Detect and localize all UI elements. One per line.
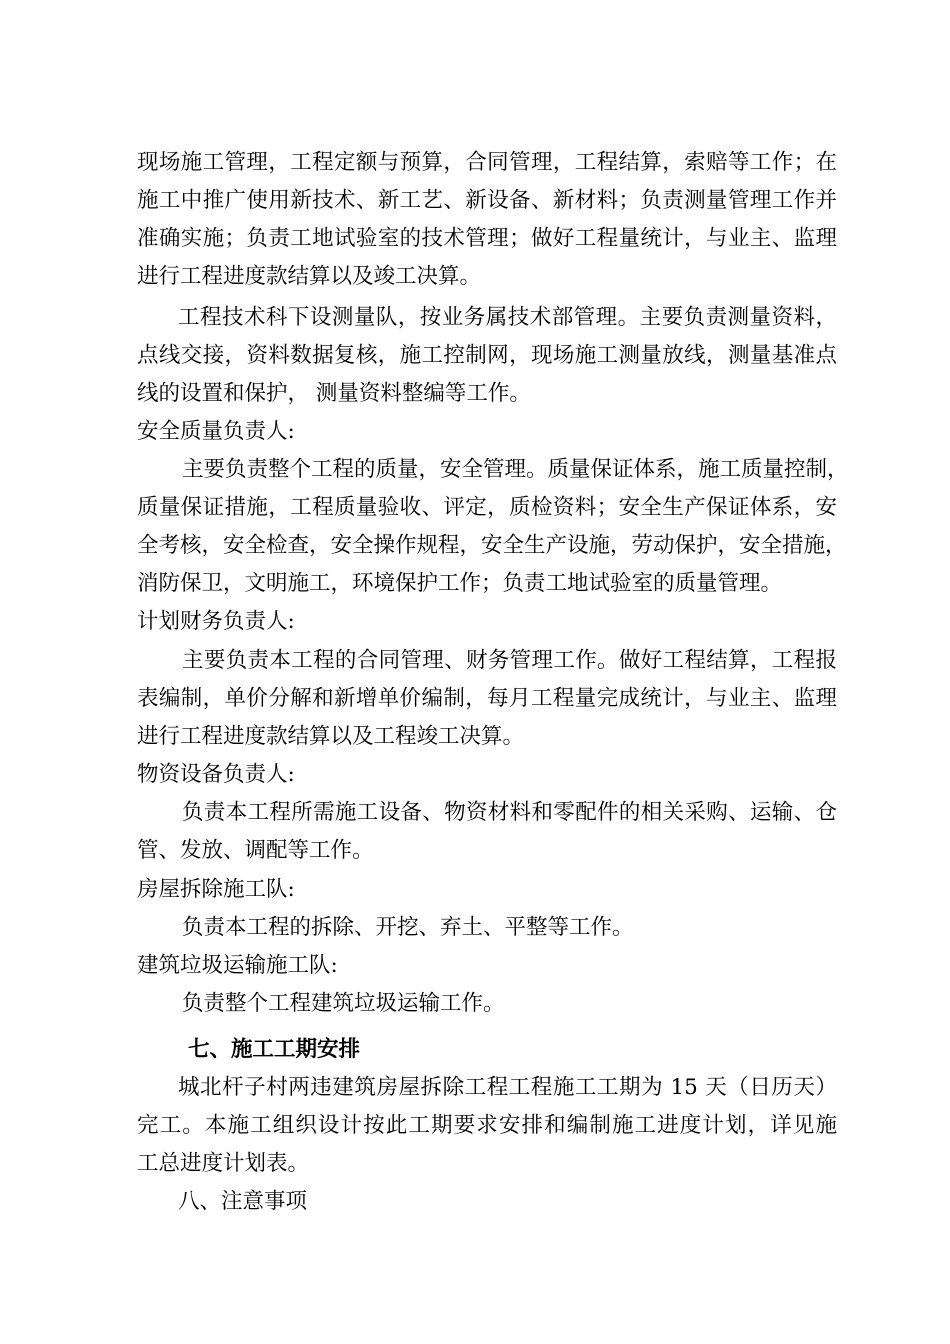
body-text-line: 全考核，安全检查，安全操作规程，安全生产设施，劳动保护，安全措施， — [137, 533, 847, 558]
body-text-line: 负责本工程所需施工设备、物资材料和零配件的相关采购、运输、仓 — [182, 800, 837, 825]
section-label: 物资设备负责人: — [137, 762, 295, 787]
section-label: 房屋拆除施工队: — [137, 877, 295, 902]
section-label: 安全质量负责人: — [137, 419, 295, 444]
body-text-line: 表编制，单价分解和新增单价编制，每月工程量完成统计，与业主、监理 — [137, 686, 837, 711]
body-text-line: 点线交接，资料数据复核，施工控制网，现场施工测量放线，测量基准点 — [137, 343, 837, 368]
body-text-line: 管、发放、调配等工作。 — [137, 838, 374, 863]
body-text-line: 进行工程进度款结算以及竣工决算。 — [137, 264, 482, 289]
body-text-line: 现场施工管理，工程定额与预算，合同管理，工程结算，索赔等工作；在 — [137, 150, 837, 175]
body-text-line: 线的设置和保护， 测量资料整编等工作。 — [137, 381, 531, 406]
body-text-line: 完工。本施工组织设计按此工期要求安排和编制施工进度计划，详见施 — [137, 1113, 837, 1138]
body-text-line: 准确实施；负责工地试验室的技术管理；做好工程量统计，与业主、监理 — [137, 226, 837, 251]
body-text-line: 消防保卫，文明施工，环境保护工作；负责工地试验室的质量管理。 — [137, 571, 783, 596]
body-text-line: 主要负责本工程的合同管理、财务管理工作。做好工程结算，工程报 — [182, 648, 837, 673]
body-text-line: 负责本工程的拆除、开挖、弃土、平整等工作。 — [182, 915, 634, 940]
section-label: 计划财务负责人: — [137, 609, 295, 634]
body-text-line: 进行工程进度款结算以及工程竣工决算。 — [137, 724, 525, 749]
section-label: 建筑垃圾运输施工队: — [137, 953, 338, 978]
section-heading: 七、施工工期安排 — [188, 1037, 361, 1062]
body-text-line: 主要负责整个工程的质量，安全管理。质量保证体系，施工质量控制， — [182, 457, 849, 482]
body-text-line: 城北杆子村两违建筑房屋拆除工程工程施工工期为 15 天（日历天） — [178, 1075, 837, 1100]
body-text-line: 工程技术科下设测量队，按业务属技术部管理。主要负责测量资料， — [178, 305, 837, 330]
body-text-line: 工总进度计划表。 — [137, 1151, 310, 1176]
body-text-line: 质量保证措施，工程质量验收、评定，质检资料；安全生产保证体系，安 — [137, 495, 837, 520]
section-heading: 八、注意事项 — [178, 1189, 308, 1214]
body-text-line: 施工中推广使用新技术、新工艺、新设备、新材料；负责测量管理工作并 — [137, 188, 837, 213]
body-text-line: 负责整个工程建筑垃圾运输工作。 — [182, 991, 505, 1016]
